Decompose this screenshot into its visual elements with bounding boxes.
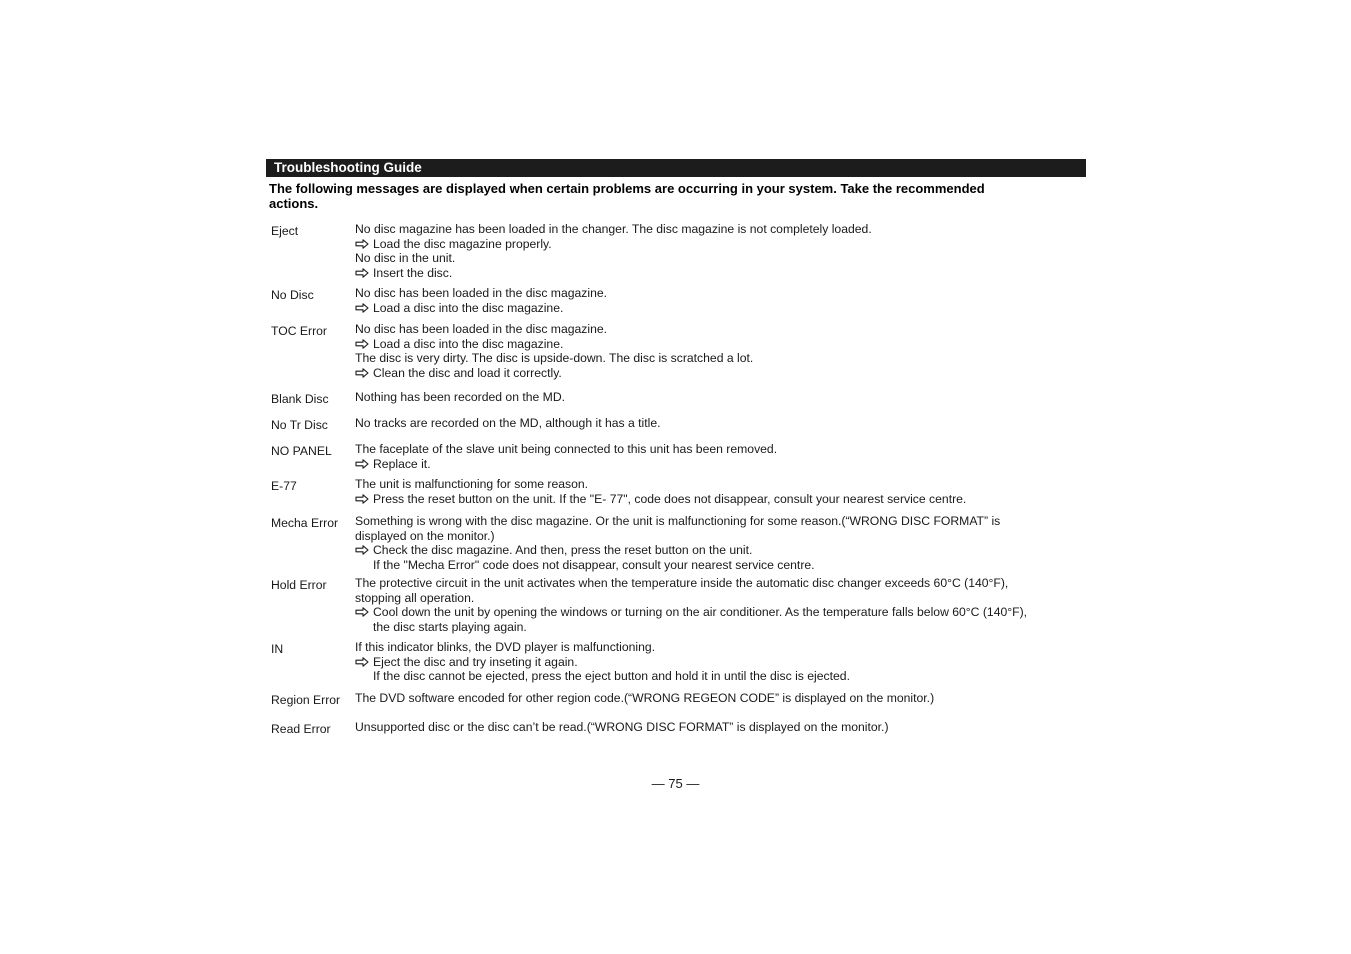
arrow-right-icon <box>355 457 373 472</box>
line-text: The protective circuit in the unit activates when the temperature inside the automatic disc changer exceeds 60°C (140°F), <box>355 576 1009 590</box>
description-line <box>355 640 1083 655</box>
line-text: displayed on the monitor.) <box>355 528 495 543</box>
error-description <box>355 720 1083 735</box>
page-number: — 75 — <box>651 776 700 791</box>
arrow-right-icon <box>355 492 373 507</box>
arrow-right-icon <box>355 239 369 249</box>
line-text: Eject the disc and try inseting it again. <box>373 654 578 669</box>
line-text: Clean the disc and load it correctly. <box>373 365 562 380</box>
arrow-right-icon <box>355 268 369 278</box>
line-text: No tracks are recorded on the MD, although it has a title. <box>355 416 661 430</box>
line-text: Unsupported disc or the disc can’t be read.(“WRONG DISC FORMAT” is displayed on the monitor.) <box>355 720 889 734</box>
error-description <box>355 286 1083 315</box>
error-code-label: No Disc <box>271 288 314 302</box>
remedy-line <box>355 366 1083 381</box>
arrow-right-icon <box>355 459 369 469</box>
remedy-line <box>355 655 1083 670</box>
line-text: The faceplate of the slave unit being connected to this unit has been removed. <box>355 442 778 456</box>
error-code-label: IN <box>271 642 284 656</box>
description-line <box>355 576 1083 591</box>
arrow-right-icon <box>355 655 373 670</box>
error-code-label: Mecha Error <box>271 516 339 530</box>
error-code-label: NO PANEL <box>271 444 332 458</box>
line-text: the disc starts playing again. <box>373 619 527 634</box>
arrow-right-icon <box>355 657 369 667</box>
error-code-label: Blank Disc <box>271 392 329 406</box>
error-description <box>355 477 1083 506</box>
description-line <box>355 477 1083 492</box>
description-line <box>355 669 1083 684</box>
error-description <box>355 442 1083 471</box>
description-line <box>355 620 1083 635</box>
arrow-right-icon <box>355 543 373 558</box>
error-code-label: No Tr Disc <box>271 418 328 432</box>
description-line <box>355 251 1083 266</box>
error-description <box>355 322 1083 380</box>
description-line <box>355 529 1083 544</box>
error-description <box>355 691 1083 706</box>
description-line <box>355 691 1083 706</box>
remedy-line <box>355 492 1083 507</box>
line-text: Replace it. <box>373 456 431 471</box>
line-text: Load a disc into the disc magazine. <box>373 300 564 315</box>
description-line <box>355 286 1083 301</box>
description-line <box>355 558 1083 573</box>
error-code-label: Hold Error <box>271 578 327 592</box>
arrow-right-icon <box>355 607 369 617</box>
line-text: Check the disc magazine. And then, press the reset button on the unit. <box>373 543 753 557</box>
arrow-right-icon <box>355 339 369 349</box>
description-line <box>355 720 1083 735</box>
arrow-right-icon <box>355 237 373 252</box>
error-description <box>355 514 1083 572</box>
arrow-right-icon <box>355 301 373 316</box>
error-code-label: Eject <box>271 224 299 238</box>
description-line <box>355 351 1083 366</box>
line-text: stopping all operation. <box>355 590 475 605</box>
line-text: If the "Mecha Error" code does not disappear, consult your nearest service centre. <box>373 557 815 572</box>
remedy-line <box>355 266 1083 281</box>
error-description <box>355 576 1083 634</box>
arrow-right-icon <box>355 368 369 378</box>
line-text: No disc has been loaded in the disc magazine. <box>355 322 608 336</box>
description-line <box>355 222 1083 237</box>
description-line <box>355 416 1083 431</box>
line-text: Press the reset button on the unit. If the "E- 77", code does not disappear, consult your nearest service centre. <box>373 491 967 506</box>
line-text: Load a disc into the disc magazine. <box>373 336 564 351</box>
line-text: The DVD software encoded for other region code.(“WRONG REGEON CODE” is displayed on the monitor.) <box>355 691 935 705</box>
line-text: No disc in the unit. <box>355 251 456 265</box>
arrow-right-icon <box>355 266 373 281</box>
description-line <box>355 442 1083 457</box>
line-text: The unit is malfunctioning for some reason. <box>355 477 589 491</box>
line-text: If the disc cannot be ejected, press the eject button and hold it in until the disc is ejected. <box>373 669 850 683</box>
line-text: Load the disc magazine properly. <box>373 236 552 251</box>
line-text: The disc is very dirty. The disc is upside-down. The disc is scratched a lot. <box>355 351 754 365</box>
line-text: Something is wrong with the disc magazine. Or the unit is malfunctioning for some reason.(“WRONG DISC FORMAT” is <box>355 514 1001 528</box>
remedy-line <box>355 605 1083 620</box>
remedy-line <box>355 457 1083 472</box>
remedy-line <box>355 543 1083 558</box>
arrow-right-icon <box>355 366 373 381</box>
error-code-label: E-77 <box>271 479 297 493</box>
error-code-label: Region Error <box>271 693 341 707</box>
arrow-right-icon <box>355 337 373 352</box>
error-description <box>355 640 1083 684</box>
line-text: If this indicator blinks, the DVD player is malfunctioning. <box>355 640 656 654</box>
error-description <box>355 416 1083 431</box>
line-text: Nothing has been recorded on the MD. <box>355 390 566 404</box>
line-text: Insert the disc. <box>373 265 453 280</box>
remedy-line <box>355 237 1083 252</box>
remedy-line <box>355 337 1083 352</box>
arrow-right-icon <box>355 545 369 555</box>
section-title: Troubleshooting Guide <box>266 159 1086 177</box>
error-code-label: Read Error <box>271 722 331 736</box>
description-line <box>355 591 1083 606</box>
description-line <box>355 322 1083 337</box>
error-description <box>355 390 1083 405</box>
arrow-right-icon <box>355 303 369 313</box>
description-line <box>355 390 1083 405</box>
remedy-line <box>355 301 1083 316</box>
arrow-right-icon <box>355 494 369 504</box>
arrow-right-icon <box>355 605 373 620</box>
line-text: No disc magazine has been loaded in the changer. The disc magazine is not completely loaded. <box>355 222 872 236</box>
error-description <box>355 222 1083 280</box>
intro-text: The following messages are displayed when certain problems are occurring in your system. Take the recommended actions. <box>269 181 985 211</box>
description-line <box>355 514 1083 529</box>
line-text: No disc has been loaded in the disc magazine. <box>355 286 608 300</box>
error-code-label: TOC Error <box>271 324 327 338</box>
line-text: Cool down the unit by opening the windows or turning on the air conditioner. As the temperature falls below 60°C (140°F), <box>373 605 1028 619</box>
